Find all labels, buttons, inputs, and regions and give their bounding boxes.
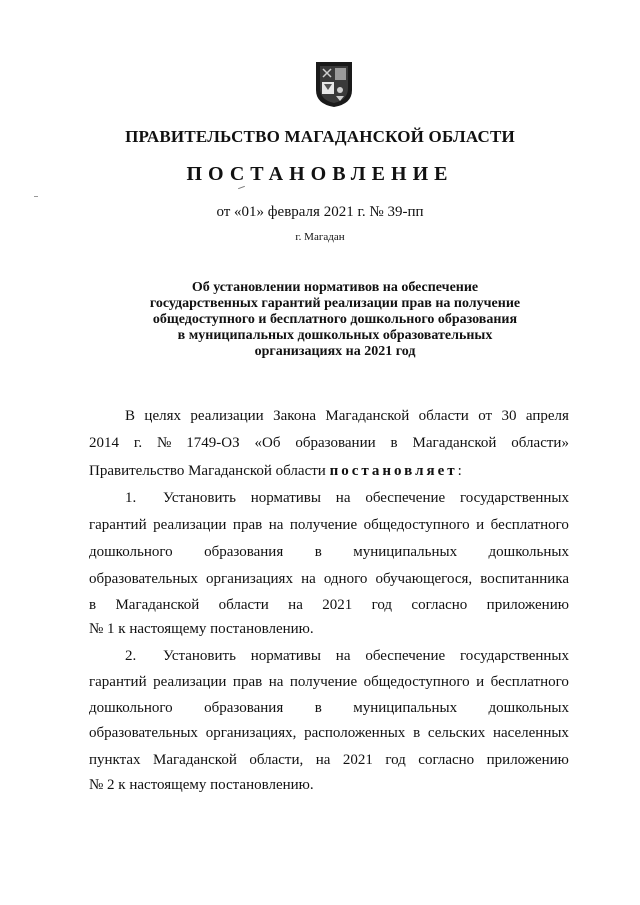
word: области: [218, 597, 269, 613]
body-line: [89, 724, 569, 742]
body-line: [89, 434, 569, 452]
word: муниципальных: [353, 700, 458, 716]
subject-line: в муниципальных дошкольных образовательных: [177, 328, 493, 343]
word: области,: [249, 752, 304, 768]
word: №: [157, 435, 172, 451]
organization-title: ПРАВИТЕЛЬСТВО МАГАДАНСКОЙ ОБЛАСТИ: [125, 127, 515, 146]
body-line: [89, 543, 569, 561]
scan-mark: [238, 186, 245, 189]
body-line: [125, 407, 569, 425]
word: на: [335, 490, 351, 506]
word: апреля: [525, 408, 569, 424]
body-line: [89, 516, 569, 534]
word: образовательных: [89, 571, 198, 587]
item-number: 2.: [125, 648, 137, 664]
word: прав: [232, 517, 263, 533]
word: общедоступного: [363, 517, 470, 533]
intro-colon: :: [457, 463, 462, 479]
body-line: [89, 462, 569, 480]
word: образовательных: [89, 725, 198, 741]
word: дошкольного: [89, 544, 173, 560]
document-subject: [120, 280, 550, 360]
word: Магаданской: [325, 408, 410, 424]
word: одного: [323, 571, 368, 587]
word: обеспечение: [365, 490, 446, 506]
word: приложению: [486, 752, 569, 768]
word: в: [413, 725, 421, 741]
body-line: [89, 751, 569, 769]
word: области»: [511, 435, 569, 451]
word: населенных: [492, 725, 569, 741]
word: образования: [204, 700, 284, 716]
scan-mark: [34, 196, 38, 197]
word: 2014: [89, 435, 119, 451]
word: получение: [289, 517, 358, 533]
subject-line: государственных гарантий реализации прав на получение: [149, 296, 521, 311]
body-line: [89, 570, 569, 588]
word: бесплатного: [490, 674, 569, 690]
word: гарантий: [89, 674, 147, 690]
word: Магаданской: [153, 752, 237, 768]
item-2-text: [163, 647, 569, 665]
item-1-text: [163, 489, 569, 507]
word: области: [418, 408, 469, 424]
word: и: [476, 674, 485, 690]
word: государственных: [460, 490, 569, 506]
word: 2021: [322, 597, 353, 613]
word: нормативы: [250, 490, 321, 506]
word: дошкольных: [488, 544, 569, 560]
word: год: [371, 597, 393, 613]
word: Магаданской: [412, 435, 497, 451]
word: общедоступного: [363, 674, 470, 690]
resolves-word: постановляет: [329, 463, 458, 479]
document-city: г. Магадан: [295, 231, 345, 243]
subject-line: общедоступного и бесплатного дошкольного образования: [152, 312, 518, 327]
word: и: [476, 517, 485, 533]
word: гарантий: [89, 517, 147, 533]
body-line: № 1 к настоящему постановлению.: [89, 621, 314, 637]
word: «Об: [254, 435, 281, 451]
word: нормативы: [250, 648, 321, 664]
word: г.: [133, 435, 143, 451]
word: Магаданской: [115, 597, 200, 613]
word: бесплатного: [490, 517, 569, 533]
word: прав: [232, 674, 263, 690]
word: реализации: [153, 674, 227, 690]
word: пунктах: [89, 752, 141, 768]
word: муниципальных: [353, 544, 458, 560]
word: на: [268, 517, 284, 533]
word: на: [301, 571, 316, 587]
word: 1749-ОЗ: [186, 435, 240, 451]
word: в: [89, 597, 97, 613]
word: на: [288, 597, 303, 613]
word: образовании: [295, 435, 376, 451]
word: от: [478, 408, 493, 424]
intro-text: Правительство Магаданской области: [89, 463, 330, 479]
word: 2021: [342, 752, 373, 768]
word: государственных: [460, 648, 569, 664]
body-line: № 2 к настоящему постановлению.: [89, 777, 314, 793]
word: дошкольного: [89, 700, 173, 716]
word: получение: [289, 674, 358, 690]
word: согласно: [418, 752, 475, 768]
item-2-first-line: [125, 647, 569, 665]
word: В: [125, 408, 136, 424]
word: в: [314, 700, 322, 716]
word: приложению: [486, 597, 569, 613]
word: сельских: [427, 725, 486, 741]
word: реализации: [190, 408, 264, 424]
word: целях: [144, 408, 181, 424]
word: обучающегося,: [375, 571, 473, 587]
word: организациях,: [205, 725, 297, 741]
word: реализации: [153, 517, 227, 533]
subject-line: организациях на 2021 год: [254, 344, 416, 359]
word: организациях: [206, 571, 293, 587]
word: в: [390, 435, 398, 451]
word: образования: [204, 544, 284, 560]
word: 30: [501, 408, 517, 424]
body-line: [89, 673, 569, 691]
word: расположенных: [304, 725, 406, 741]
word: год: [385, 752, 406, 768]
word: согласно: [411, 597, 468, 613]
item-1-first-line: [125, 489, 569, 507]
word: Установить: [163, 648, 236, 664]
item-number: 1.: [125, 490, 137, 506]
body-line: [89, 596, 569, 614]
word: на: [335, 648, 351, 664]
document-date-number: от «01» февраля 2021 г. № 39-пп: [216, 204, 424, 220]
document-type-title: ПОСТАНОВЛЕНИЕ: [186, 163, 454, 185]
body-line: [89, 699, 569, 717]
subject-line: Об установлении нормативов на обеспечение: [191, 280, 479, 295]
magadan-coat-of-arms-icon: [314, 60, 354, 108]
word: Закона: [273, 408, 317, 424]
word: в: [314, 544, 322, 560]
word: на: [315, 752, 331, 768]
word: Установить: [163, 490, 236, 506]
word: обеспечение: [365, 648, 446, 664]
word: воспитанника: [480, 571, 569, 587]
word: на: [268, 674, 284, 690]
word: дошкольных: [488, 700, 569, 716]
